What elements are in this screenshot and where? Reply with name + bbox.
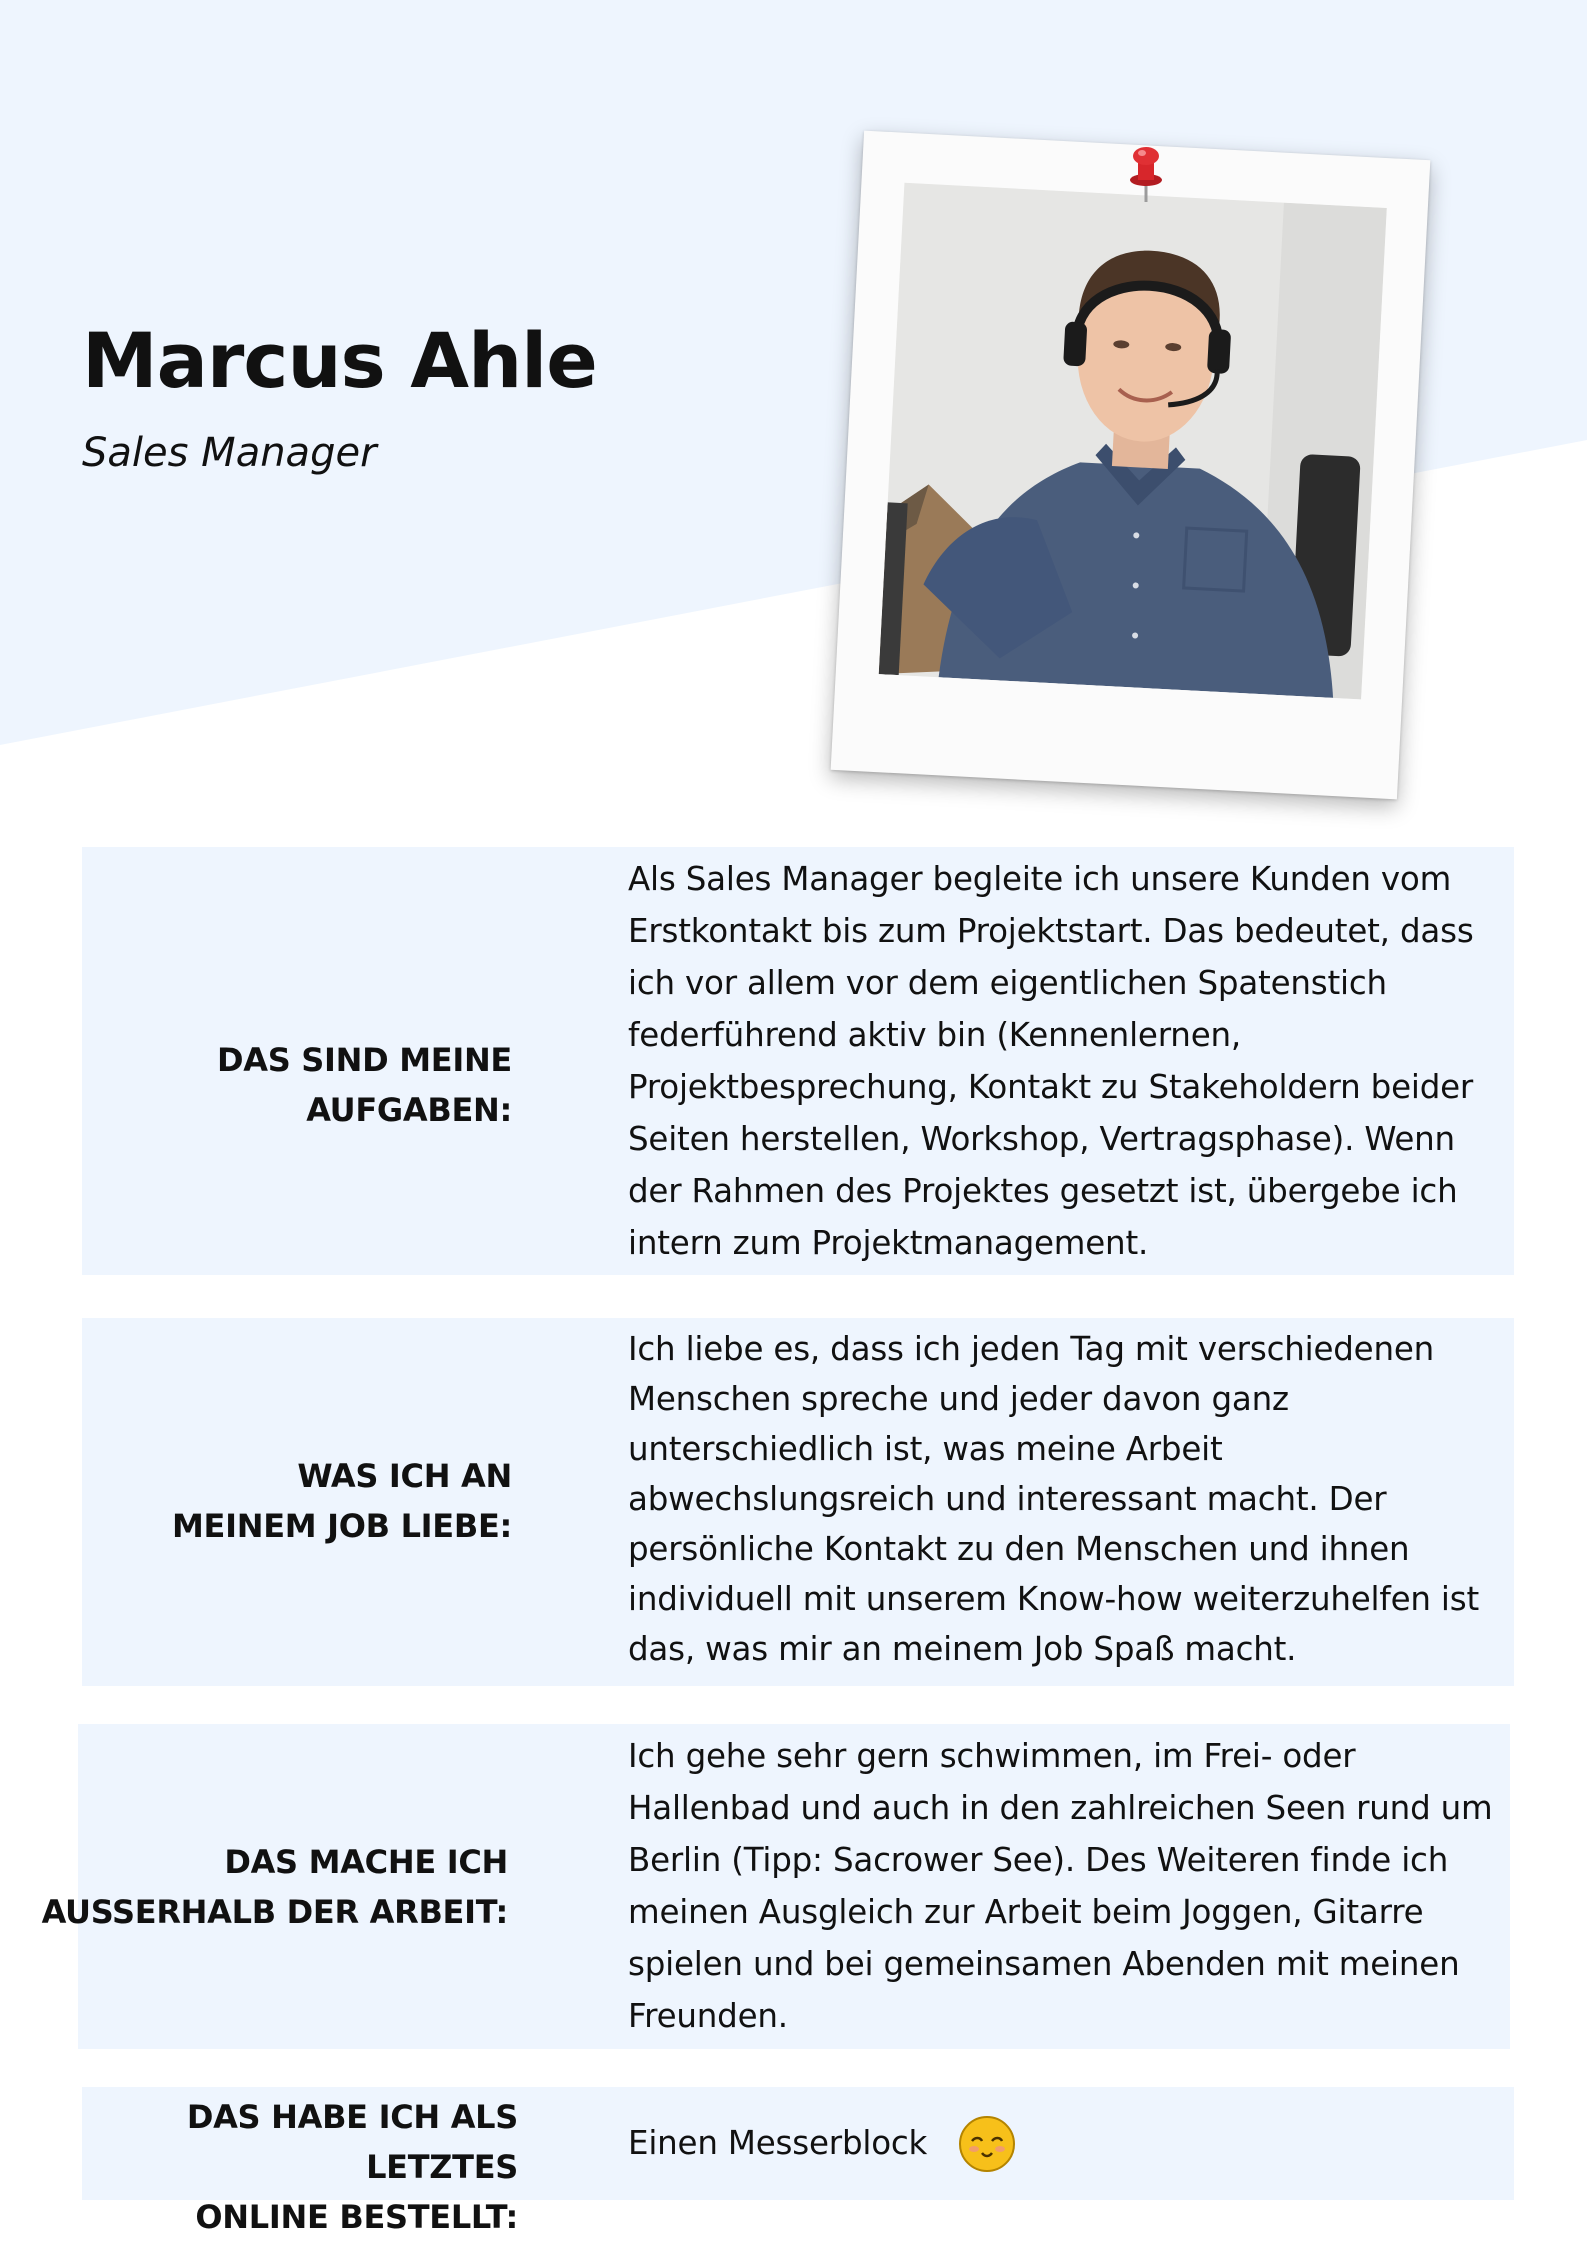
- polaroid-frame: [831, 131, 1431, 800]
- section-text: Ich liebe es, dass ich jeden Tag mit verschiedenen Menschen spreche und jeder davon ganz unterschiedlich ist, was meine Arbeit abwechslungsreich und interessant macht. Der persönliche Kontakt zu den Menschen und ihnen individuell mit unserem Know-how weiterzuhelfen ist das, was mir an meinem Job Spaß macht.: [628, 1330, 1480, 1668]
- section-text: Als Sales Manager begleite ich unsere Kunden vom Erstkontakt bis zum Projektstart. Das bedeutet, dass ich vor allem vor dem eigentlichen Spatenstich federführend aktiv bin (Kennenlernen, Projektbesprechung, Kontakt zu Stakeholdern beider Seiten herstellen, Workshop, Vertragsphase). Wenn der Rahmen des Projektes gesetzt ist, übergebe ich intern zum Projektmanagement.: [628, 860, 1474, 1262]
- section-free-time: [41, 1724, 1510, 2049]
- person-name: Marcus Ahle: [82, 316, 597, 405]
- push-pin-icon: [1126, 142, 1166, 212]
- section-answer: Einen Messerblock: [628, 2124, 928, 2162]
- section-label: DAS MACHE ICH AUSSERHALB DER ARBEIT:: [41, 1843, 508, 1931]
- section-label: DAS SIND MEINE AUFGABEN:: [216, 1041, 512, 1129]
- person-role: Sales Manager: [82, 430, 377, 476]
- section-tasks: [82, 847, 1514, 1275]
- section-label: DAS HABE ICH ALS LETZTES ONLINE BESTELLT:: [186, 2098, 518, 2236]
- portrait-photo: [879, 183, 1387, 700]
- section-text: Ich gehe sehr gern schwimmen, im Frei- oder Hallenbad und auch in den zahlreichen Seen rund um Berlin (Tipp: Sacrower See). Des Weiteren finde ich meinen Ausgleich zur Arbeit beim Joggen, Gitarre spielen und bei gemeinsamen Abenden mit meinen Freunden.: [628, 1737, 1493, 2035]
- smiling-face-emoji-icon: [958, 2115, 1016, 2173]
- section-label: WAS ICH AN MEINEM JOB LIEBE:: [172, 1457, 512, 1545]
- section-job-love: [82, 1318, 1514, 1686]
- section-last-order: [82, 2087, 1514, 2236]
